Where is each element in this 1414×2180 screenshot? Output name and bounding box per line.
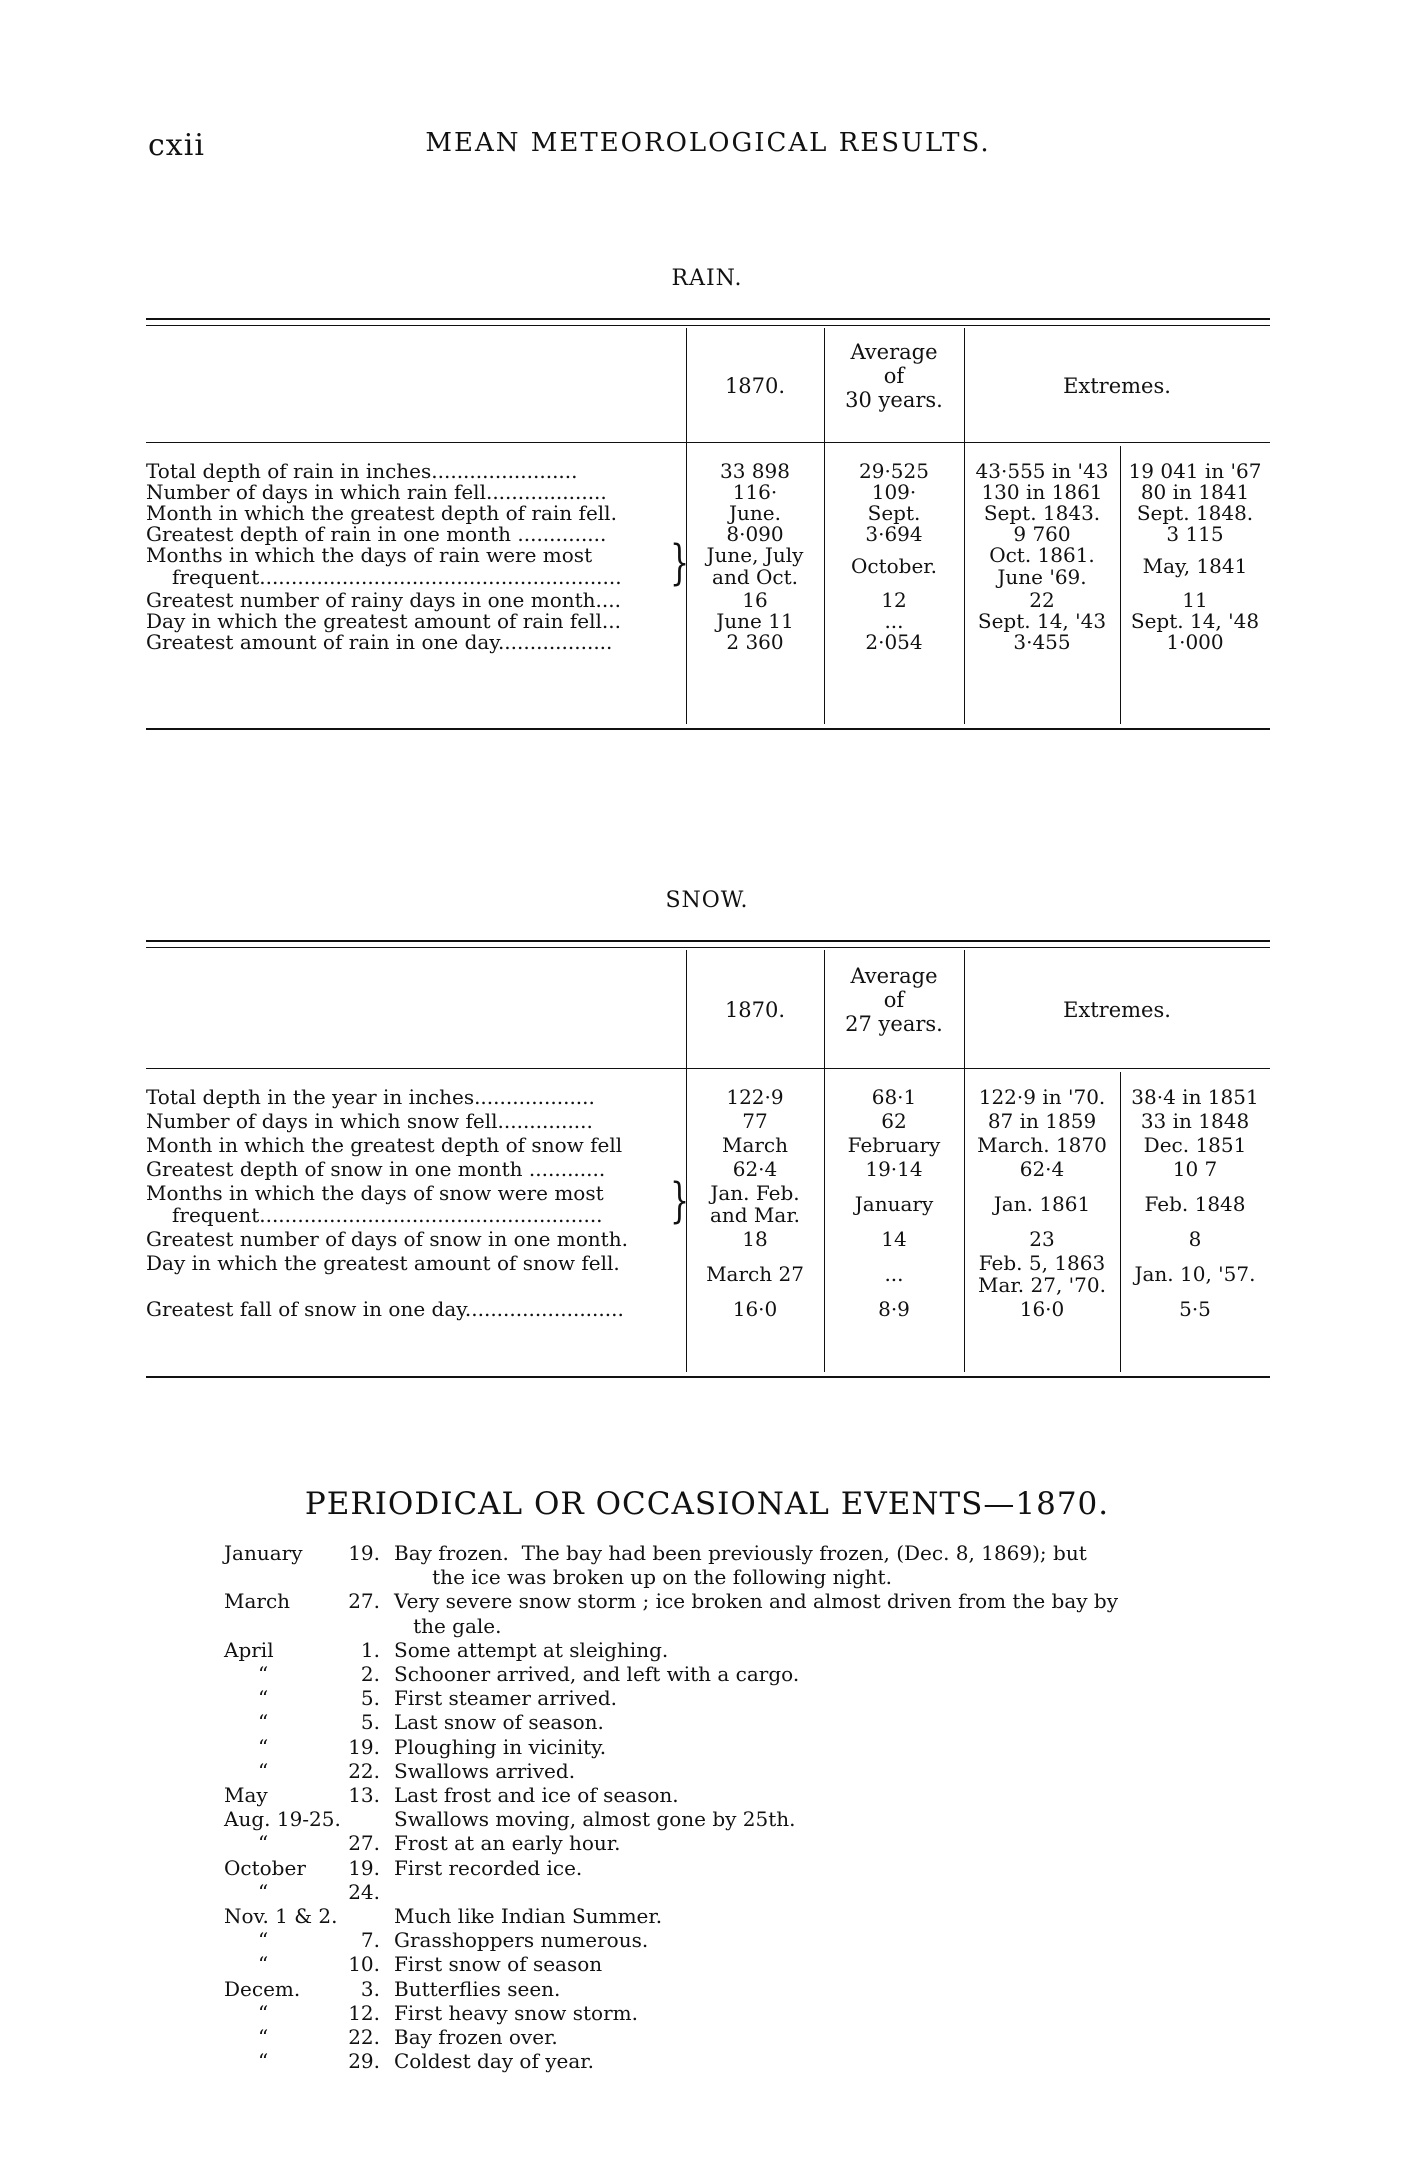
- column-header-year: 1870.: [724, 374, 786, 398]
- event-description: Some attempt at sleighing.: [394, 1637, 669, 1662]
- cell-extreme-low: 10 7: [1172, 1157, 1218, 1181]
- row-label: Total depth in the year in inches...................: [146, 1085, 595, 1109]
- cell-extreme-high: 130 in 1861: [981, 480, 1103, 504]
- event-date: “: [258, 1710, 269, 1735]
- event-description: Last snow of season.: [394, 1710, 604, 1735]
- cell-year: 16: [742, 588, 768, 612]
- event-day: 10.: [348, 1952, 380, 1977]
- page-number: cxii: [148, 128, 205, 163]
- event-description: Schooner arrived, and left with a cargo.: [394, 1662, 800, 1686]
- event-date: “: [258, 2049, 269, 2074]
- event-day: 27.: [348, 1589, 380, 1614]
- row-label: Number of days in which rain fell...................: [146, 480, 607, 504]
- row-label: Greatest number of days of snow in one month.: [146, 1227, 628, 1251]
- cell-year: 2 360: [726, 630, 784, 654]
- column-header-average: [824, 964, 964, 1036]
- row-label: Greatest fall of snow in one day.........................: [146, 1297, 624, 1321]
- event-item: [0, 1663, 1414, 1685]
- event-date: March: [224, 1589, 291, 1614]
- cell-average: 14: [881, 1227, 907, 1251]
- event-day: 5.: [360, 1710, 380, 1735]
- column-header-average-line: 27 years.: [845, 1012, 943, 1036]
- column-header-average-line: Average: [850, 340, 938, 364]
- event-day: 24.: [348, 1879, 380, 1904]
- cell-average: 109·: [871, 480, 917, 504]
- table-top-rule: [146, 940, 1270, 942]
- cell-year: 62·4: [732, 1157, 778, 1181]
- event-date: “: [258, 1734, 269, 1759]
- event-date: “: [258, 1831, 269, 1856]
- cell-year: June 11: [716, 609, 794, 633]
- event-day: 27.: [348, 1831, 380, 1856]
- cell-extreme-low: 11: [1182, 588, 1208, 612]
- cell-average: February: [847, 1133, 941, 1157]
- event-item: [0, 1929, 1414, 1951]
- cell-extreme-low: Dec. 1851: [1143, 1133, 1247, 1157]
- event-date: April: [224, 1637, 274, 1662]
- table-top-rule-2: [146, 325, 1270, 326]
- event-item: [0, 1736, 1414, 1758]
- cell-extreme-low: 1·000: [1166, 630, 1224, 654]
- cell-extreme-high: Jan. 1861: [993, 1192, 1091, 1216]
- cell-extreme-low: 5·5: [1179, 1297, 1211, 1321]
- cell-average: ...: [884, 609, 904, 633]
- cell-average: January: [854, 1192, 934, 1216]
- cell-year: June, July: [706, 543, 804, 567]
- cell-average: 62: [881, 1109, 907, 1133]
- cell-extreme-low: Sept. 14, '48: [1130, 609, 1260, 633]
- cell-extreme-high: Feb. 5, 1863: [978, 1251, 1106, 1275]
- event-item: [0, 1566, 1414, 1588]
- event-description: First snow of season: [394, 1952, 603, 1977]
- event-day: 22.: [348, 1758, 380, 1783]
- event-day: 29.: [348, 2049, 380, 2074]
- cell-extreme-low: 33 in 1848: [1140, 1109, 1250, 1133]
- event-date: Decem.: [224, 1976, 301, 2001]
- event-item: [0, 1808, 1414, 1830]
- row-label: Months in which the days of snow were most: [146, 1181, 604, 1205]
- event-description: the gale.: [394, 1613, 502, 1638]
- column-header-average: [824, 340, 964, 412]
- event-date: May: [224, 1783, 268, 1807]
- event-item: [0, 1615, 1414, 1637]
- snow-title: SNOW.: [665, 888, 749, 913]
- row-label: Month in which the greatest depth of rain fell.: [146, 501, 617, 525]
- table-top-rule: [146, 318, 1270, 320]
- event-description: Swallows arrived.: [394, 1758, 576, 1783]
- cell-extreme-high: Oct. 1861.: [989, 543, 1095, 567]
- cell-average: Sept.: [867, 501, 921, 525]
- event-description: Butterflies seen.: [394, 1976, 561, 2001]
- rain-title: RAIN.: [671, 266, 743, 291]
- event-date: “: [258, 2025, 269, 2049]
- event-day: 19.: [348, 1541, 380, 1565]
- cell-extreme-low: 38·4 in 1851: [1131, 1085, 1259, 1109]
- row-label: Day in which the greatest amount of rain fell...: [146, 609, 621, 633]
- cell-extreme-high: 22: [1029, 588, 1055, 612]
- header-rule: [146, 442, 1270, 443]
- page-title: MEAN METEOROLOGICAL RESULTS.: [425, 128, 991, 158]
- cell-year: Jan. Feb.: [710, 1181, 800, 1205]
- column-header-extremes: Extremes.: [1063, 998, 1171, 1022]
- event-date: “: [258, 1952, 269, 1977]
- event-item: [0, 1881, 1414, 1903]
- column-header-average-line: Average: [850, 964, 938, 988]
- cell-year: 16·0: [732, 1297, 778, 1321]
- cell-extreme-high: Sept. 14, '43: [977, 609, 1107, 633]
- cell-extreme-high: 16·0: [1019, 1297, 1065, 1321]
- column-header-average-line: of: [883, 364, 905, 388]
- event-description: Last frost and ice of season.: [394, 1783, 679, 1807]
- event-date: October: [224, 1855, 306, 1880]
- rain-table: [146, 318, 1270, 728]
- event-date: Nov. 1 & 2.: [224, 1904, 338, 1928]
- event-description: Ploughing in vicinity.: [394, 1734, 607, 1759]
- cell-average: 12: [881, 588, 907, 612]
- cell-extreme-high: 23: [1029, 1227, 1055, 1251]
- cell-average: October.: [850, 554, 938, 578]
- cell-extreme-low: 19 041 in '67: [1128, 459, 1262, 483]
- event-item: [0, 1905, 1414, 1927]
- cell-extreme-high: Mar. 27, '70.: [978, 1273, 1106, 1297]
- cell-average: 3·694: [865, 522, 923, 546]
- event-date: “: [258, 1758, 269, 1783]
- event-item: [0, 1857, 1414, 1879]
- event-day: 7.: [360, 1928, 380, 1953]
- cell-year: 18: [742, 1227, 768, 1251]
- brace-icon: }: [670, 1173, 690, 1230]
- event-date: Aug. 19-25.: [224, 1807, 341, 1832]
- brace-icon: }: [670, 535, 690, 592]
- event-day: 2.: [360, 1662, 380, 1686]
- event-day: 19.: [348, 1734, 380, 1759]
- table-top-rule-2: [146, 947, 1270, 948]
- cell-extreme-high: 9 760: [1013, 522, 1071, 546]
- cell-year: 77: [742, 1109, 768, 1133]
- event-description: Grasshoppers numerous.: [394, 1928, 649, 1953]
- row-label: Greatest amount of rain in one day..................: [146, 630, 613, 654]
- column-header-average-line: of: [883, 988, 905, 1012]
- cell-extreme-high: 43·555 in '43: [975, 459, 1109, 483]
- cell-extreme-low: 8: [1188, 1227, 1202, 1251]
- header-rule: [146, 1068, 1270, 1069]
- cell-year: 122·9: [726, 1085, 784, 1109]
- row-label: Greatest depth of snow in one month ............: [146, 1157, 606, 1181]
- event-description: Bay frozen. The bay had been previously frozen, (Dec. 8, 1869); but: [394, 1541, 1087, 1565]
- cell-year: and Mar.: [709, 1203, 801, 1227]
- cell-year: 116·: [732, 480, 778, 504]
- event-day: 22.: [348, 2025, 380, 2049]
- event-description: First recorded ice.: [394, 1855, 583, 1880]
- column-header-extremes: Extremes.: [1063, 374, 1171, 398]
- event-day: 13.: [348, 1783, 380, 1807]
- event-description: Very severe snow storm ; ice broken and almost driven from the bay by: [394, 1589, 1119, 1614]
- event-item: [0, 1711, 1414, 1733]
- table-bottom-rule: [146, 728, 1270, 730]
- cell-extreme-low: Jan. 10, '57.: [1134, 1262, 1256, 1286]
- event-date: “: [258, 1662, 269, 1686]
- cell-average: 2·054: [865, 630, 923, 654]
- event-day: 5.: [360, 1686, 380, 1711]
- cell-year: 33 898: [720, 459, 790, 483]
- cell-extreme-high: 122·9 in '70.: [978, 1085, 1106, 1109]
- event-description: First steamer arrived.: [394, 1686, 618, 1711]
- cell-extreme-low: 80 in 1841: [1140, 480, 1250, 504]
- event-item: [0, 2050, 1414, 2072]
- event-description: the ice was broken up on the following night.: [394, 1565, 892, 1590]
- event-item: [0, 1590, 1414, 1612]
- row-label: Greatest number of rainy days in one month....: [146, 588, 621, 612]
- event-item: [0, 1832, 1414, 1854]
- event-item: [0, 1687, 1414, 1709]
- row-label: Greatest depth of rain in one month ..............: [146, 522, 607, 546]
- cell-year: 8·090: [726, 522, 784, 546]
- snow-table: [146, 940, 1270, 1380]
- row-label: Month in which the greatest depth of snow fell: [146, 1133, 623, 1157]
- event-description: Much like Indian Summer.: [394, 1904, 663, 1928]
- cell-year: June.: [729, 501, 781, 525]
- cell-extreme-high: 87 in 1859: [987, 1109, 1097, 1133]
- column-header-average-line: 30 years.: [845, 388, 943, 412]
- page-header: [148, 128, 1268, 168]
- event-description: Swallows moving, almost gone by 25th.: [394, 1807, 796, 1832]
- cell-year: March 27: [706, 1262, 804, 1286]
- row-label-cont: frequent......................................................: [172, 1203, 603, 1227]
- cell-extreme-high: June '69.: [997, 565, 1087, 589]
- cell-extreme-low: Sept. 1848.: [1136, 501, 1254, 525]
- event-date: “: [258, 1686, 269, 1711]
- row-label: Total depth of rain in inches.......................: [146, 459, 578, 483]
- cell-extreme-high: Sept. 1843.: [983, 501, 1101, 525]
- event-item: [0, 1639, 1414, 1661]
- cell-extreme-low: 3 115: [1166, 522, 1224, 546]
- event-day: 12.: [348, 2000, 380, 2025]
- event-description: First heavy snow storm.: [394, 2000, 638, 2025]
- event-description: Coldest day of year.: [394, 2049, 594, 2074]
- row-label: Months in which the days of rain were most: [146, 543, 593, 567]
- cell-extreme-high: 62·4: [1019, 1157, 1065, 1181]
- cell-extreme-low: May, 1841: [1142, 554, 1248, 578]
- event-date: “: [258, 1879, 269, 1904]
- event-date: January: [224, 1541, 303, 1565]
- cell-average: ...: [884, 1262, 904, 1286]
- table-bottom-rule: [146, 1376, 1270, 1378]
- cell-average: 19·14: [865, 1157, 923, 1181]
- event-day: 3.: [360, 1976, 380, 2001]
- event-date: “: [258, 2000, 269, 2025]
- cell-extreme-high: 3·455: [1013, 630, 1071, 654]
- row-label: Day in which the greatest amount of snow fell.: [146, 1251, 620, 1275]
- event-description: Frost at an early hour.: [394, 1831, 621, 1856]
- event-date: “: [258, 1928, 269, 1953]
- event-day: 1.: [360, 1637, 380, 1662]
- cell-year: March: [721, 1133, 789, 1157]
- events-title: PERIODICAL OR OCCASIONAL EVENTS—1870.: [304, 1486, 1110, 1522]
- event-day: 19.: [348, 1855, 380, 1880]
- cell-extreme-low: Feb. 1848: [1144, 1192, 1246, 1216]
- event-item: [0, 2026, 1414, 2048]
- event-item: [0, 1760, 1414, 1782]
- event-item: [0, 1953, 1414, 1975]
- column-header-year: 1870.: [724, 998, 786, 1022]
- row-label: Number of days in which snow fell...............: [146, 1109, 593, 1133]
- row-label-cont: frequent.........................................................: [172, 565, 622, 589]
- cell-average: 8·9: [878, 1297, 910, 1321]
- event-description: Bay frozen over.: [394, 2025, 558, 2049]
- cell-year: and Oct.: [712, 565, 798, 589]
- event-item: [0, 1542, 1414, 1564]
- event-item: [0, 1784, 1414, 1806]
- cell-average: 29·525: [859, 459, 929, 483]
- event-item: [0, 1978, 1414, 2000]
- event-item: [0, 2002, 1414, 2024]
- cell-average: 68·1: [871, 1085, 917, 1109]
- cell-extreme-high: March. 1870: [977, 1133, 1107, 1157]
